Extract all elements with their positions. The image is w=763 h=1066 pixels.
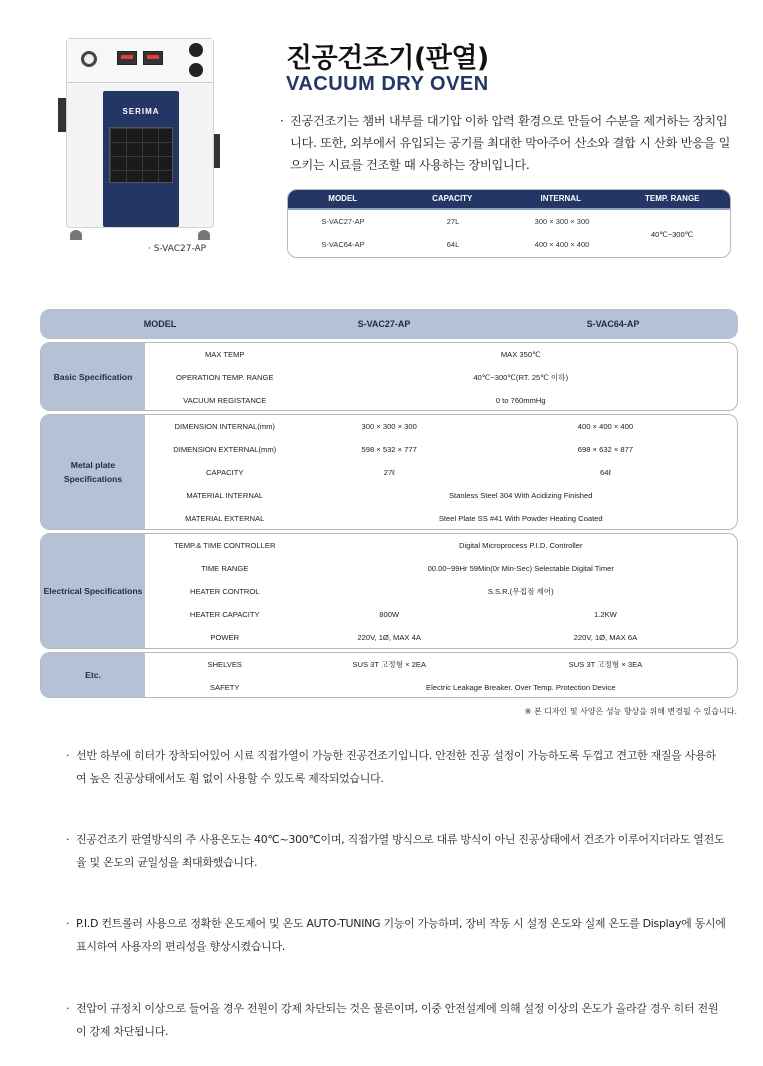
- spec-row: [145, 653, 737, 676]
- spec-row: [145, 507, 737, 530]
- header-model-1: S-VAC27-AP: [357, 319, 411, 329]
- feature-text: 진공건조기 판열방식의 주 사용온도는 40℃~300℃이며, 직접가열 방식으로 대류 방식이 아닌 진공상태에서 건조가 이루어지더라도 열전도율 및 온도의 균일성을 최대화했습니다.: [76, 833, 725, 869]
- spec-value: Steel Plate SS #41 With Powder Heating Coated: [438, 514, 603, 523]
- product-image: [58, 38, 220, 240]
- valve-knob-icon: [189, 63, 203, 77]
- spec-row: [145, 580, 737, 603]
- spec-value: Digital Microprocess P.I.D. Controller: [458, 541, 583, 550]
- internal-cell: 300 × 300 × 300: [534, 217, 590, 226]
- spec-row: [145, 415, 737, 438]
- spec-value-2: 220V, 1Ø, MAX 6A: [573, 633, 638, 642]
- product-caption: · S-VAC27-AP: [148, 244, 207, 254]
- spec-row: [145, 389, 737, 411]
- spec-group-metal: [40, 414, 738, 530]
- title-korean: 진공건조기(판열): [286, 43, 489, 74]
- spec-value-1: 598 × 532 × 777: [361, 445, 417, 454]
- brand-logo: SERIMA: [122, 107, 160, 116]
- spec-group-electrical: [40, 533, 738, 649]
- spec-label: MAX TEMP: [204, 350, 245, 359]
- spec-value: Electric Leakage Breaker. Over Temp. Protection Device: [426, 683, 616, 692]
- feature-text: P.I.D 컨트롤러 사용으로 정확한 온도제어 및 온도 AUTO-TUNING 기능이 가능하며, 장비 작동 시 설정 온도와 실제 온도를 Display에 동시에 표시하여 사용자의 편리성을 향상시켰습니다.: [76, 917, 726, 953]
- spec-label: HEATER CONTROL: [189, 587, 260, 596]
- spec-label: SAFETY: [209, 683, 240, 692]
- table-header: [288, 190, 730, 210]
- group-label: Metal plate Specifications: [41, 415, 145, 529]
- spec-group-etc: [40, 652, 738, 698]
- feature-paragraph: [66, 828, 726, 874]
- spec-label: TEMP.& TIME CONTROLLER: [174, 541, 276, 550]
- header-cell: CAPACITY: [432, 194, 473, 203]
- header-cell: INTERNAL: [540, 194, 581, 203]
- header-cell: MODEL: [328, 194, 358, 203]
- spec-row: [145, 557, 737, 580]
- vacuum-gauge-icon: [81, 51, 97, 67]
- door-window: [109, 127, 173, 183]
- spec-table-header: [40, 309, 738, 339]
- model-cell: S-VAC27-AP: [321, 217, 365, 226]
- oven-foot: [70, 230, 82, 240]
- spec-row: [145, 676, 737, 698]
- title-english: VACUUM DRY OVEN: [286, 73, 489, 95]
- bullet: ·: [66, 749, 70, 762]
- spec-note: ※ 본 디자인 및 사양은 성능 향상을 위해 변경될 수 있습니다.: [524, 707, 737, 716]
- capacity-cell: 27L: [446, 217, 460, 226]
- capacity-cell: 64L: [446, 240, 460, 249]
- oven-foot: [198, 230, 210, 240]
- header-model: MODEL: [143, 319, 177, 329]
- feature-paragraph: [66, 912, 726, 958]
- bullet: ·: [66, 917, 70, 930]
- spec-value-1: 27ℓ: [383, 468, 395, 477]
- spec-value-1: 800W: [379, 610, 400, 619]
- spec-value: MAX 350℃: [500, 350, 541, 359]
- spec-row: [145, 343, 737, 366]
- spec-row: [145, 603, 737, 626]
- spec-label: OPERATION TEMP. RANGE: [175, 373, 274, 382]
- spec-value-2: 64ℓ: [599, 468, 611, 477]
- header-cell: TEMP. RANGE: [644, 194, 700, 203]
- spec-label: TIME RANGE: [201, 564, 249, 573]
- spec-label: POWER: [210, 633, 240, 642]
- bullet: ·: [280, 114, 284, 128]
- internal-cell: 400 × 400 × 400: [534, 240, 590, 249]
- spec-value: S.S.R.(무접점 제어): [487, 587, 554, 596]
- control-panel: [67, 39, 213, 83]
- spec-group-basic: [40, 342, 738, 411]
- spec-value-2: SUS 3T 고정형 × 3EA: [568, 660, 643, 669]
- spec-value: 0 to 760mmHg: [495, 396, 546, 405]
- spec-label: DIMENSION INTERNAL(mm): [174, 422, 275, 431]
- spec-row: [145, 534, 737, 557]
- spec-label: VACUUM REGISTANCE: [183, 396, 267, 405]
- bullet: ·: [66, 1002, 70, 1015]
- intro-paragraph: [280, 110, 732, 176]
- spec-row: [145, 366, 737, 389]
- oven-body: [66, 38, 214, 228]
- spec-label: CAPACITY: [206, 468, 244, 477]
- feature-paragraph: [66, 744, 726, 790]
- spec-label: MATERIAL EXTERNAL: [185, 514, 265, 523]
- spec-label: HEATER CAPACITY: [189, 610, 260, 619]
- spec-value-2: 1.2KW: [594, 610, 617, 619]
- spec-value-2: 400 × 400 × 400: [577, 422, 634, 431]
- feature-text: 전압이 규정치 이상으로 들어올 경우 전원이 강제 차단되는 것은 물론이며, 이중 안전설계에 의해 설정 이상의 온도가 올라갈 경우 히터 전원이 강제 차단됩니다.: [76, 1002, 719, 1038]
- spec-value-1: SUS 3T 고정형 × 2EA: [352, 660, 426, 669]
- feature-paragraph: [66, 997, 726, 1043]
- spec-value: Stanless Steel 304 With Acidizing Finished: [448, 491, 593, 500]
- group-label: Etc.: [41, 653, 145, 697]
- spec-label: SHELVES: [207, 660, 242, 669]
- spec-label: DIMENSION EXTERNAL(mm): [173, 445, 277, 454]
- spec-value: 00.00~99Hr 59Min(0r Min-Sec) Selectable Digital Timer: [427, 564, 614, 573]
- intro-text: 진공건조기는 챔버 내부를 대기압 이하 압력 환경으로 만들어 수분을 제거하는 장치입니다. 또한, 외부에서 유입되는 공기를 최대한 막아주어 산소와 결합 시 산화 반응을 일으키는 시료를 건조할 때 사용하는 장비입니다.: [290, 114, 731, 172]
- model-cell: S-VAC64-AP: [321, 240, 365, 249]
- spec-value-1: 300 × 300 × 300: [361, 422, 417, 431]
- timer-display-icon: [143, 51, 163, 65]
- valve-knob-icon: [189, 43, 203, 57]
- group-label: Basic Specification: [41, 343, 145, 410]
- group-label: Electrical Specifications: [41, 534, 145, 648]
- spec-value-1: 220V, 1Ø, MAX 4A: [357, 633, 421, 642]
- spec-row: [145, 438, 737, 461]
- bullet: ·: [66, 833, 70, 846]
- spec-row: [145, 484, 737, 507]
- temp-display-icon: [117, 51, 137, 65]
- oven-door: [103, 91, 179, 227]
- model-summary-table: [287, 189, 731, 258]
- spec-row: [145, 626, 737, 649]
- header-model-2: S-VAC64-AP: [586, 319, 640, 329]
- spec-row: [145, 461, 737, 484]
- temp-range-cell: 40℃~300℃: [650, 230, 694, 239]
- spec-label: MATERIAL INTERNAL: [186, 491, 264, 500]
- spec-value-2: 698 × 632 × 877: [577, 445, 634, 454]
- spec-value: 40℃~300℃(RT. 25℃ 이하): [473, 373, 569, 382]
- feature-text: 선반 하부에 히터가 장착되어있어 시료 직접가열이 가능한 진공건조기입니다. 안전한 진공 설정이 가능하도록 두껍고 견고한 재질을 사용하여 높은 진공상태에서도 휨 없이 사용할 수 있도록 제작되었습니다.: [76, 749, 716, 785]
